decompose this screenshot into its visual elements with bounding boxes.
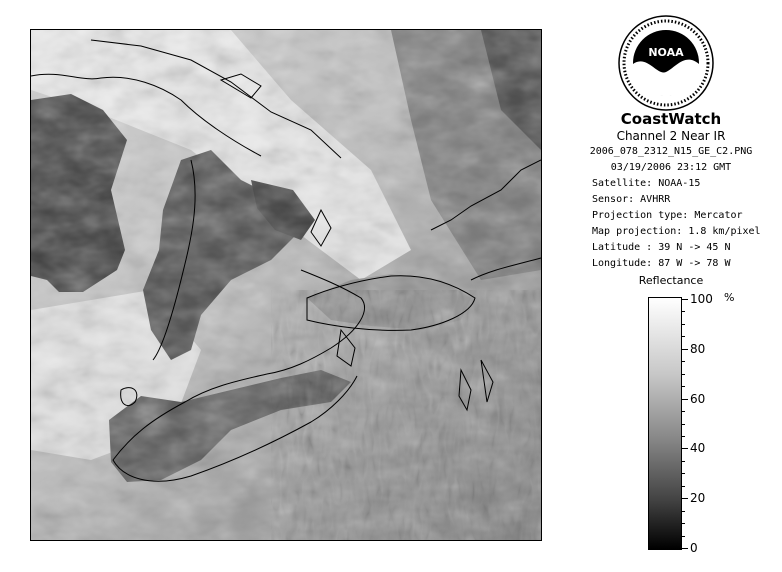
logo-text: NOAA: [648, 46, 684, 59]
colorbar-minor-tick: [682, 324, 685, 325]
projection-type: Projection type: Mercator: [592, 210, 743, 221]
sensor-info: Sensor: AVHRR: [592, 194, 671, 205]
date-time: 03/19/2006 23:12 GMT: [610, 162, 732, 173]
brand-title: CoastWatch: [620, 110, 722, 128]
colorbar-unit: %: [724, 291, 735, 304]
satellite-info: Satellite: NOAA-15: [592, 178, 701, 189]
file-name: 2006_078_2312_N15_GE_C2.PNG: [589, 146, 753, 157]
colorbar-minor-tick: [682, 436, 685, 437]
colorbar-minor-tick: [682, 361, 685, 362]
colorbar-minor-tick: [682, 536, 685, 537]
satellite-image: [31, 30, 541, 540]
colorbar-tick-label: 0: [690, 541, 698, 555]
colorbar-tick-label: 80: [690, 341, 706, 356]
map-projection: Map projection: 1.8 km/pixel: [592, 226, 761, 237]
colorbar-minor-tick: [682, 523, 685, 524]
colorbar-tick-label: 60: [690, 391, 706, 406]
longitude-range: Longitude: 87 W -> 78 W: [592, 258, 731, 269]
colorbar-minor-tick: [682, 511, 685, 512]
colorbar: [648, 297, 682, 550]
noaa-logo: [617, 14, 715, 112]
colorbar-tick-label: 20: [690, 491, 706, 506]
colorbar-tick: [682, 299, 688, 300]
colorbar-minor-tick: [682, 311, 685, 312]
colorbar-tick-label: 100: [690, 292, 713, 306]
satellite-map[interactable]: [30, 29, 542, 541]
colorbar-minor-tick: [682, 473, 685, 474]
colorbar-tick: [682, 548, 688, 549]
colorbar-minor-tick: [682, 336, 685, 337]
colorbar-label: Reflectance: [638, 274, 704, 287]
colorbar-minor-tick: [682, 411, 685, 412]
colorbar-minor-tick: [682, 486, 685, 487]
colorbar-minor-tick: [682, 461, 685, 462]
colorbar-tick: [682, 498, 688, 499]
colorbar-minor-tick: [682, 386, 685, 387]
colorbar-tick: [682, 448, 688, 449]
colorbar-tick: [682, 349, 688, 350]
latitude-range: Latitude : 39 N -> 45 N: [592, 242, 731, 253]
wave-texture: [271, 290, 541, 540]
info-panel: [560, 0, 782, 572]
colorbar-minor-tick: [682, 374, 685, 375]
colorbar-tick-label: 40: [690, 441, 706, 456]
channel-label: Channel 2 Near IR: [616, 129, 726, 143]
colorbar-tick: [682, 399, 688, 400]
colorbar-minor-tick: [682, 424, 685, 425]
